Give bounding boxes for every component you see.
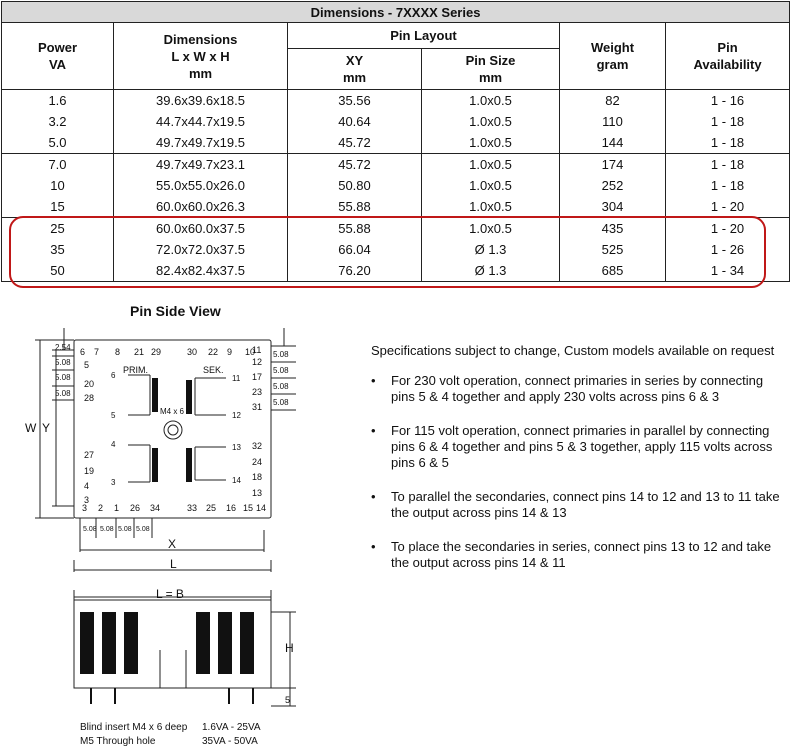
dimension-5-label: 5 xyxy=(285,695,291,705)
lamination xyxy=(240,612,254,674)
table-cell: 252 xyxy=(560,175,666,196)
transformer-body-outline xyxy=(74,340,271,518)
pin-label: 33 xyxy=(187,503,198,513)
pin-leg xyxy=(228,688,230,704)
table-cell: 60.0x60.0x37.5 xyxy=(114,218,288,240)
table-cell: 1 - 26 xyxy=(666,239,790,260)
header-weight: Weight gram xyxy=(560,23,666,90)
table-cell: 685 xyxy=(560,260,666,282)
table-cell: 1.0x0.5 xyxy=(422,196,560,218)
spacing-label: 5.08 xyxy=(100,526,114,533)
notes-lead: Specifications subject to change, Custom models available on request xyxy=(371,343,775,358)
spacing-label: 5.08 xyxy=(273,382,289,391)
pin-leg xyxy=(90,688,92,704)
pin-label: 1 xyxy=(114,503,120,513)
footnote-line2-right: 35VA - 50VA xyxy=(202,736,258,747)
dimension-x-label: X xyxy=(168,537,177,551)
pin-label: 3 xyxy=(82,503,88,513)
pin-label: 21 xyxy=(134,347,145,357)
pin-label: 2 xyxy=(98,503,104,513)
lamination xyxy=(80,612,94,674)
inner-pin-label: 6 xyxy=(111,371,116,380)
pin-label: 31 xyxy=(252,402,263,412)
table-cell: 7.0 xyxy=(2,154,114,176)
pin-label: 9 xyxy=(227,347,233,357)
coil-bar xyxy=(152,378,158,412)
lamination xyxy=(124,612,138,674)
table-cell: 304 xyxy=(560,196,666,218)
pin-label: 24 xyxy=(252,457,263,467)
pin-label: 32 xyxy=(252,441,263,451)
inner-pin-label: 4 xyxy=(111,440,116,449)
bullet-icon: • xyxy=(371,373,376,388)
footnote-line1-right: 1.6VA - 25VA xyxy=(202,722,261,733)
spacing-label: 5.08 xyxy=(83,526,97,533)
inner-pin-label: 5 xyxy=(111,411,116,420)
dimension-y-label: Y xyxy=(42,421,51,435)
table-cell: Ø 1.3 xyxy=(422,260,560,282)
note-text: To parallel the secondaries, connect pins 14 to 12 and 13 to 11 take the output across pins 14 & 13 xyxy=(391,489,780,520)
pin-label: 15 xyxy=(243,503,254,513)
note-item xyxy=(371,423,781,471)
pin-label: 20 xyxy=(84,379,95,389)
header-dimensions: Dimensions L x W x H mm xyxy=(114,23,288,90)
lamination xyxy=(218,612,232,674)
lamination xyxy=(196,612,210,674)
insert-label: M4 x 6 xyxy=(160,407,185,416)
table-cell: 55.88 xyxy=(288,218,422,240)
bullet-icon: • xyxy=(371,489,376,504)
table-cell: 1 - 16 xyxy=(666,90,790,112)
dimension-lb-label: L = B xyxy=(156,587,184,601)
pin-leg xyxy=(252,688,254,704)
inner-pin-label: 13 xyxy=(232,443,241,452)
note-item xyxy=(371,489,781,521)
dimension-w-label: W xyxy=(25,421,37,435)
footnote-line1: Blind insert M4 x 6 deep xyxy=(80,722,188,733)
pin-label: 5 xyxy=(84,360,90,370)
pin-label: 25 xyxy=(206,503,217,513)
bullet-icon: • xyxy=(371,423,376,438)
pin-label: 8 xyxy=(115,347,121,357)
pin-label: 26 xyxy=(130,503,141,513)
table-cell: 45.72 xyxy=(288,132,422,154)
table-cell: 49.7x49.7x19.5 xyxy=(114,132,288,154)
note-item xyxy=(371,539,781,571)
table-cell: 40.64 xyxy=(288,111,422,132)
pin-label: 7 xyxy=(94,347,100,357)
pin-label: 34 xyxy=(150,503,161,513)
spacing-label: 5.08 xyxy=(55,358,71,367)
pin-label: 12 xyxy=(252,357,263,367)
table-cell: 1.0x0.5 xyxy=(422,154,560,176)
pin-label: 28 xyxy=(84,393,95,403)
table-cell: 66.04 xyxy=(288,239,422,260)
table-cell: 1 - 18 xyxy=(666,132,790,154)
table-cell: 110 xyxy=(560,111,666,132)
note-text: For 230 volt operation, connect primaries in series by connecting pins 5 & 4 together and apply 230 volts across pins 6 & 3 xyxy=(391,373,764,404)
table-cell: 55.88 xyxy=(288,196,422,218)
header-pin-layout: Pin Layout xyxy=(288,23,560,49)
note-item xyxy=(371,373,781,405)
inner-pin-label: 3 xyxy=(111,478,116,487)
table-cell: 35.56 xyxy=(288,90,422,112)
pin-label: 11 xyxy=(252,345,262,355)
table-cell: 45.72 xyxy=(288,154,422,176)
coil-bar xyxy=(186,380,192,414)
table-cell: 76.20 xyxy=(288,260,422,282)
table-cell: 1.0x0.5 xyxy=(422,90,560,112)
spacing-label: 2.54 xyxy=(55,343,71,352)
table-cell: 82.4x82.4x37.5 xyxy=(114,260,288,282)
footnote-line2: M5 Through hole xyxy=(80,736,156,747)
table-cell: 174 xyxy=(560,154,666,176)
inner-pin-label: 14 xyxy=(232,476,241,485)
header-xy: XY mm xyxy=(288,49,422,90)
table-cell: 1 - 18 xyxy=(666,111,790,132)
table-cell: 39.6x39.6x18.5 xyxy=(114,90,288,112)
spacing-label: 5.08 xyxy=(136,526,150,533)
table-cell: 50 xyxy=(2,260,114,282)
table-cell: 60.0x60.0x26.3 xyxy=(114,196,288,218)
spacing-label: 5.08 xyxy=(118,526,132,533)
table-cell: 25 xyxy=(2,218,114,240)
table-cell: 10 xyxy=(2,175,114,196)
table-cell: 49.7x49.7x23.1 xyxy=(114,154,288,176)
table-title: Dimensions - 7XXXX Series xyxy=(2,2,790,23)
table-cell: 55.0x55.0x26.0 xyxy=(114,175,288,196)
spacing-label: 5.08 xyxy=(273,350,289,359)
pin-label: 19 xyxy=(84,466,95,476)
dimension-h-label: H xyxy=(285,641,294,655)
table-cell: 1.0x0.5 xyxy=(422,132,560,154)
table-cell: 144 xyxy=(560,132,666,154)
table-cell: 1.0x0.5 xyxy=(422,218,560,240)
prim-label: PRIM. xyxy=(123,365,149,375)
notes-list xyxy=(371,373,781,571)
dimension-l-label: L xyxy=(170,557,177,571)
lamination xyxy=(102,612,116,674)
pin-label: 3 xyxy=(84,495,90,505)
note-text: To place the secondaries in series, connect pins 13 to 12 and take the output across pins 14 & 11 xyxy=(391,539,772,570)
notes-block xyxy=(371,343,781,589)
pin-label: 16 xyxy=(226,503,237,513)
pin-label: 29 xyxy=(151,347,162,357)
table-cell: Ø 1.3 xyxy=(422,239,560,260)
table-cell: 1 - 20 xyxy=(666,196,790,218)
pin-label: 13 xyxy=(252,488,263,498)
header-power: Power VA xyxy=(2,23,114,90)
table-cell: 35 xyxy=(2,239,114,260)
inner-pin-label: 12 xyxy=(232,411,241,420)
pin-label: 30 xyxy=(187,347,198,357)
pin-label: 23 xyxy=(252,387,263,397)
note-text: For 115 volt operation, connect primaries in parallel by connecting pins 6 & 4 together and pins 5 & 3 together, apply 115 volts across pins 6 & 5 xyxy=(391,423,773,470)
header-pin-size: Pin Size mm xyxy=(422,49,560,90)
table-cell: 1 - 18 xyxy=(666,154,790,176)
spacing-label: 5.08 xyxy=(55,389,71,398)
table-cell: 1 - 34 xyxy=(666,260,790,282)
spacing-label: 5.08 xyxy=(273,366,289,375)
pin-label: 18 xyxy=(252,472,263,482)
pin-label: 17 xyxy=(252,372,263,382)
table-cell: 15 xyxy=(2,196,114,218)
table-cell: 1 - 20 xyxy=(666,218,790,240)
pin-side-view-title: Pin Side View xyxy=(130,303,221,319)
pin-label: 10 xyxy=(245,347,256,357)
header-availability: Pin Availability xyxy=(666,23,790,90)
table-cell: 1.0x0.5 xyxy=(422,175,560,196)
pin-label: 22 xyxy=(208,347,219,357)
inner-pin-label: 11 xyxy=(232,374,241,383)
table-cell: 1.0x0.5 xyxy=(422,111,560,132)
table-cell: 3.2 xyxy=(2,111,114,132)
insert-circle xyxy=(164,421,182,439)
table-cell: 1 - 18 xyxy=(666,175,790,196)
table-cell: 5.0 xyxy=(2,132,114,154)
pin-label: 6 xyxy=(80,347,86,357)
pin-label: 14 xyxy=(256,503,267,513)
table-cell: 82 xyxy=(560,90,666,112)
table-cell: 525 xyxy=(560,239,666,260)
pin-leg xyxy=(114,688,116,704)
coil-bar xyxy=(152,448,158,482)
coil-bar xyxy=(186,448,192,482)
bullet-icon: • xyxy=(371,539,376,554)
spacing-label: 5.08 xyxy=(273,398,289,407)
pin-label: 27 xyxy=(84,450,95,460)
table-cell: 72.0x72.0x37.5 xyxy=(114,239,288,260)
sek-label: SEK. xyxy=(203,365,224,375)
pin-label: 4 xyxy=(84,481,90,491)
table-cell: 44.7x44.7x19.5 xyxy=(114,111,288,132)
table-cell: 1.6 xyxy=(2,90,114,112)
spacing-label: 5.08 xyxy=(55,373,71,382)
table-cell: 50.80 xyxy=(288,175,422,196)
table-cell: 435 xyxy=(560,218,666,240)
